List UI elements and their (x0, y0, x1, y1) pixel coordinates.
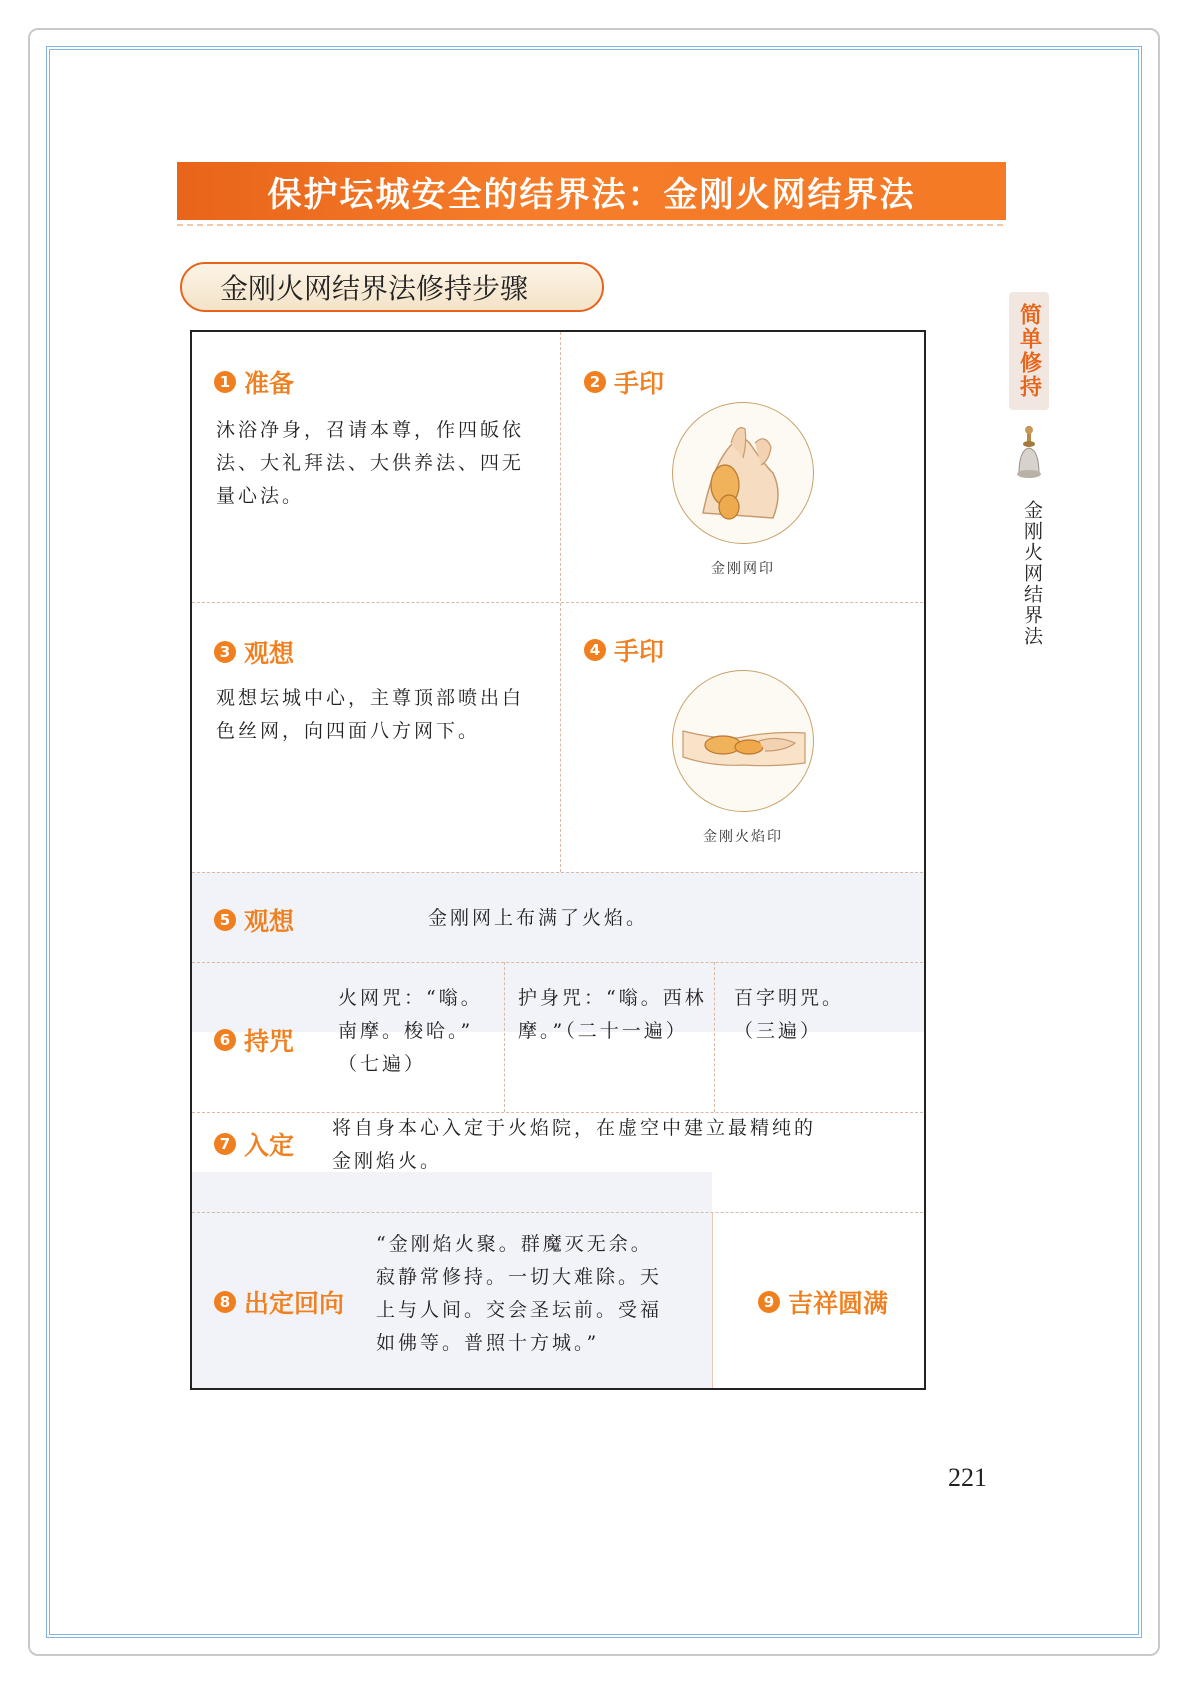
step-5-line: 金刚网上布满了火焰。 (428, 907, 649, 929)
step-3-line: 色丝网，向四面八方网下。 (216, 720, 481, 742)
step-2-heading (584, 364, 664, 400)
step-3-number: 3 (214, 641, 236, 663)
mantra-line: 南摩。梭哈。” (338, 1020, 474, 1042)
mantra-hundred-syllable (734, 982, 844, 1048)
step-1-title: 准备 (244, 369, 295, 398)
title-banner (177, 162, 1006, 220)
step-7-text (332, 1112, 816, 1178)
mantra-fire-net (338, 982, 483, 1081)
step-1-number: 1 (214, 371, 236, 393)
divider-mantra-1 (504, 962, 505, 1112)
step-4-title: 手印 (614, 637, 665, 666)
side-chapter-label: 金刚火网结界法 (1021, 500, 1043, 647)
step-1-line: 法、大礼拜法、大供养法、四无 (216, 452, 525, 474)
divider-row-5 (192, 1212, 926, 1213)
step-2-caption: 金刚网印 (711, 561, 775, 577)
mantra-body-protection (518, 982, 707, 1048)
step-8-text (376, 1228, 662, 1360)
step-8-number: 8 (214, 1291, 236, 1313)
mantra-line: 百字明咒。 (734, 987, 845, 1009)
step-3-title: 观想 (244, 639, 295, 668)
step-1-line: 量心法。 (216, 485, 305, 507)
mantra-line: 火网咒：“嗡。 (338, 987, 483, 1009)
step-8-title: 出定回向 (244, 1289, 345, 1318)
step-3-line: 观想坛城中心，主尊顶部喷出白 (216, 687, 525, 709)
step-8-line: 如佛等。普照十方城。” (376, 1332, 600, 1354)
divider-mantra-2 (714, 962, 715, 1112)
step-5-heading (214, 902, 294, 938)
step-6-title: 持咒 (244, 1027, 295, 1056)
step-1-line: 沐浴净身，召请本尊，作四皈依 (216, 419, 525, 441)
mantra-line: 护身咒：“嗡。西林 (518, 987, 707, 1009)
divider-row-2 (192, 872, 926, 873)
step-7-heading (214, 1126, 294, 1162)
step-5-text (428, 902, 648, 935)
step-7-number: 7 (214, 1133, 236, 1155)
step-8-line: 上与人间。交会圣坛前。受福 (376, 1299, 663, 1321)
steps-box (190, 330, 926, 1390)
step-1-text (216, 414, 524, 513)
step-7-line: 将自身本心入定于火焰院，在虚空中建立最精纯的 (332, 1117, 817, 1139)
step-7-title: 入定 (244, 1131, 295, 1160)
step-4-number: 4 (584, 639, 606, 661)
step-6-heading (214, 1022, 294, 1058)
mantra-line: （三遍） (734, 1020, 823, 1042)
page-number: 221 (948, 1463, 987, 1492)
step-2-number: 2 (584, 371, 606, 393)
subtitle-pill (180, 262, 604, 312)
step-3-text (216, 682, 524, 748)
vajra-flame-mudra-illustration (672, 670, 814, 812)
vajra-bell-icon (1011, 424, 1047, 484)
step-5-title: 观想 (244, 907, 295, 936)
step-9-title: 吉祥圆满 (788, 1289, 889, 1318)
step-4-caption: 金刚火焰印 (703, 829, 783, 845)
step-2-title: 手印 (614, 369, 665, 398)
mantra-line: （七遍） (338, 1053, 427, 1075)
section-subtitle: 金刚火网结界法修持步骤 (220, 272, 529, 305)
divider-step-9 (712, 1212, 713, 1390)
vajra-net-mudra-illustration (672, 402, 814, 544)
step-8-line: 寂静常修持。一切大难除。天 (376, 1266, 663, 1288)
step-6-number: 6 (214, 1029, 236, 1051)
page-title: 保护坛城安全的结界法：金刚火网结界法 (267, 174, 916, 215)
side-tab (1009, 292, 1049, 410)
divider-row-1 (192, 602, 926, 603)
mantra-line: 摩。”（二十一遍） (518, 1020, 688, 1042)
step-4-heading (584, 632, 664, 668)
step-7-line: 金刚焰火。 (332, 1150, 443, 1172)
step-3-heading (214, 634, 294, 670)
step-1-heading (214, 364, 294, 400)
step-9-heading (758, 1284, 888, 1320)
step-8-line: “金刚焰火聚。群魔灭无余。 (376, 1233, 653, 1255)
step-9-number: 9 (758, 1291, 780, 1313)
side-tab-label: 简单修持 (1016, 303, 1042, 399)
step-8-heading (214, 1284, 344, 1320)
divider-row-3 (192, 962, 926, 963)
step-5-number: 5 (214, 909, 236, 931)
title-underline (177, 224, 1006, 226)
